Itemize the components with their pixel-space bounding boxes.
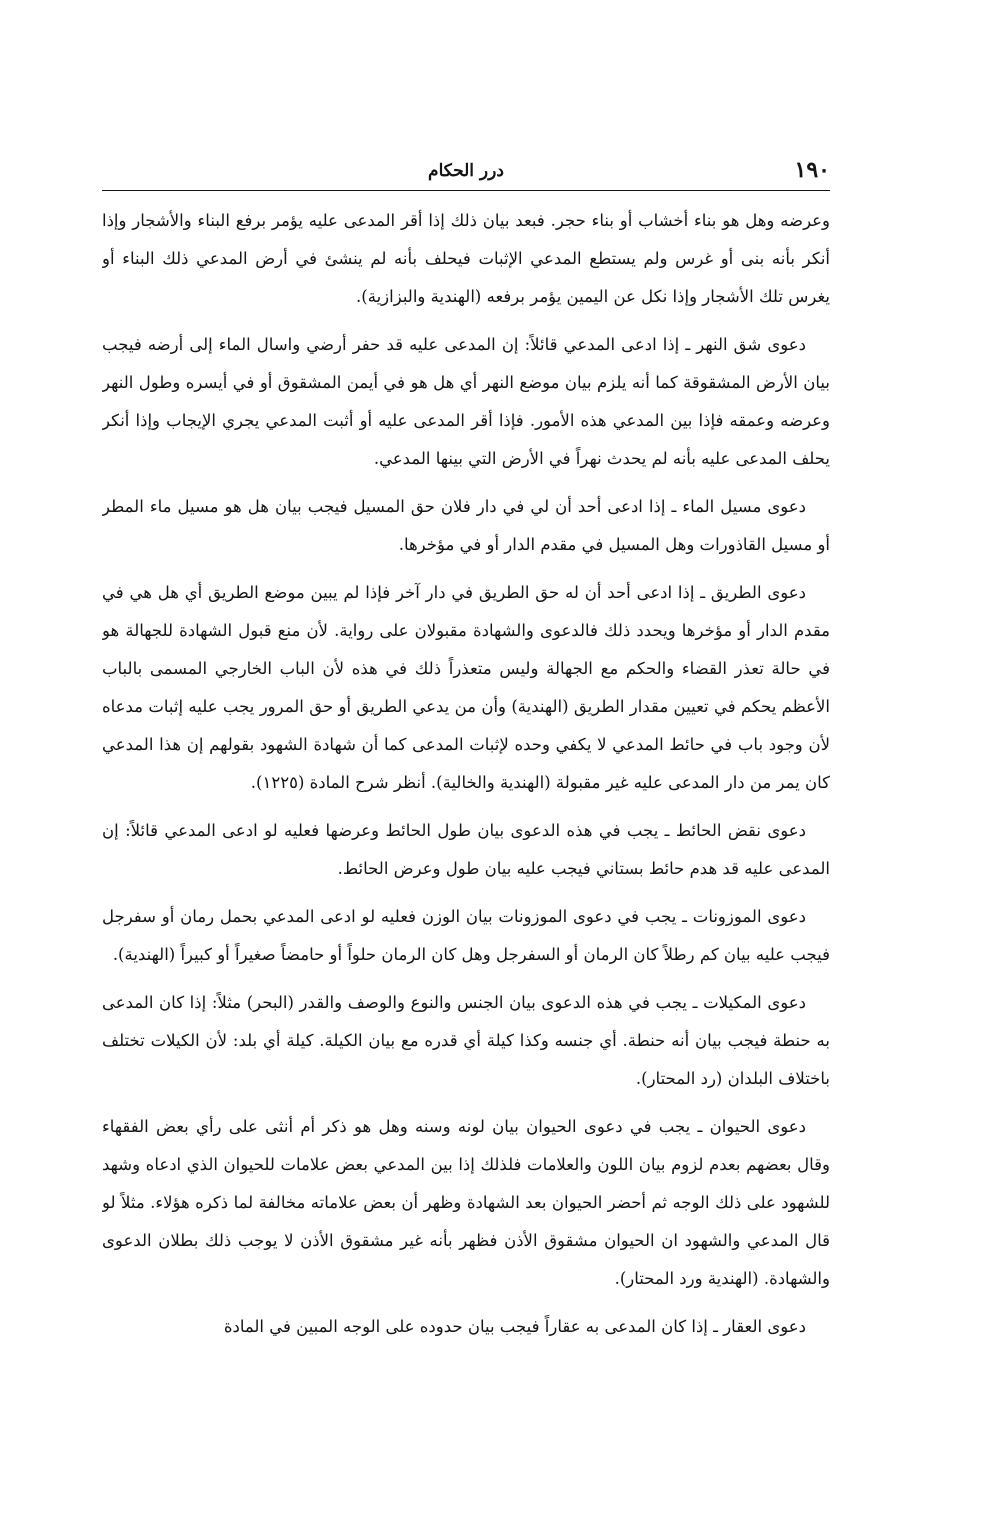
paragraph-real-estate-claim: دعوى العقار ـ إذا كان المدعى به عقاراً فيجب بيان حدوده على الوجه المبين في المادة [223, 1317, 806, 1336]
running-title: درر الحكام [428, 161, 504, 181]
paragraph-weighed-goods-claim: دعوى الموزونات ـ يجب في دعوى الموزونات بيان الوزن فعليه لو ادعى المدعي بحمل رمان أو سفرجل فيجب عليه بيان كم رطلاً كان الرمان أو السفرجل وهل كان الرمان حلواً أو حامضاً صغيراً أو كبيراً (الهندية). [102, 907, 830, 964]
body-text [102, 202, 830, 1402]
header-divider [102, 190, 830, 191]
paragraph-animal-claim: دعوى الحيوان ـ يجب في دعوى الحيوان بيان لونه وسنه وهل هو ذكر أم أنثى على رأي بعض الفقهاء وقال بعضهم بعدم لزوم بيان اللون والعلامات فلذلك إذا بين المدعي بعض علامات للحيوان الذي ادعاه وشهد للشهود على ذلك الوجه ثم أحضر الحيوان بعد الشهادة وظهر أن بعض علاماته مخالفة لما ذكره هؤلاء. مثلاً لو قال المدعي والشهود ان الحيوان مشقوق الأذن فظهر بأنه غير مشقوق الأذن لا يوجب ذلك بطلان الدعوى والشهادة. (الهندية ورد المحتار). [102, 1117, 830, 1288]
paragraph-wall-claim: دعوى نقض الحائط ـ يجب في هذه الدعوى بيان طول الحائط وعرضها فعليه لو ادعى المدعي قائلاً: إن المدعى عليه قد هدم حائط بستاني فيجب عليه بيان طول وعرض الحائط. [102, 821, 830, 878]
paragraph-river-claim: دعوى شق النهر ـ إذا ادعى المدعي قائلاً: إن المدعى عليه قد حفر أرضي واسال الماء إلى أرضه فيجب بيان الأرض المشقوقة كما أنه يلزم بيان موضع النهر أي هل هو في أيمن المشقوق أو في أيسره وطول النهر وعرضه وعمقه فإذا بين المدعي هذه الأمور. فإذا أقر المدعى عليه أو أثبت المدعي يجري الإيجاب وإذا أنكر يحلف المدعى عليه بأنه لم يحدث نهراً في الأرض التي بينها المدعي. [102, 335, 830, 468]
paragraph-water-channel-claim: دعوى مسيل الماء ـ إذا ادعى أحد أن لي في دار فلان حق المسيل فيجب بيان هل هو مسيل ماء المطر أو مسيل القاذورات وهل المسيل في مقدم الدار أو في مؤخرها. [102, 497, 830, 554]
page-header [102, 155, 830, 191]
paragraph-continuation: وعرضه وهل هو بناء أخشاب أو بناء حجر. فبعد بيان ذلك إذا أقر المدعى عليه يؤمر برفع البناء والأشجار وإذا أنكر بأنه بنى أو غرس ولم يستطع المدعي الإثبات فيحلف بأنه لم ينشئ في أرض المدعي ذلك البناء أو يغرس تلك الأشجار وإذا نكل عن اليمين يؤمر برفعه (الهندية والبزازية). [102, 211, 830, 306]
paragraph-road-claim: دعوى الطريق ـ إذا ادعى أحد أن له حق الطريق في دار آخر فإذا لم يبين موضع الطريق أي هل هي في مقدم الدار أو مؤخرها ويحدد ذلك فالدعوى والشهادة مقبولان على رواية. لأن منع قبول الشهادة للجهالة هو في حالة تعذر القضاء والحكم مع الجهالة وليس متعذراً ذلك في هذه لأن الباب الخارجي المسمى بالباب الأعظم يحكم في تعيين مقدار الطريق (الهندية) وأن من يدعي الطريق أو حق المرور يجب عليه إثبات مدعاه لأن وجود باب في حائط المدعي لا يكفي وحده لإثبات المدعى كما أن شهادة الشهود بقولهم إن هذا المدعي كان يمر من دار المدعى عليه غير مقبولة (الهندية والخالية). أنظر شرح المادة (١٢٢٥). [102, 583, 830, 792]
paragraph-measured-goods-claim: دعوى المكيلات ـ يجب في هذه الدعوى بيان الجنس والنوع والوصف والقدر (البحر) مثلاً: إذا كان المدعى به حنطة فيجب بيان أنه حنطة. أي جنسه وكذا كيلة أي قدره مع بيان الكيلة. كيلة أي بلد: لأن الكيلات تختلف باختلاف البلدان (رد المحتار). [102, 993, 830, 1088]
page-number: ١٩٠ [794, 157, 830, 183]
